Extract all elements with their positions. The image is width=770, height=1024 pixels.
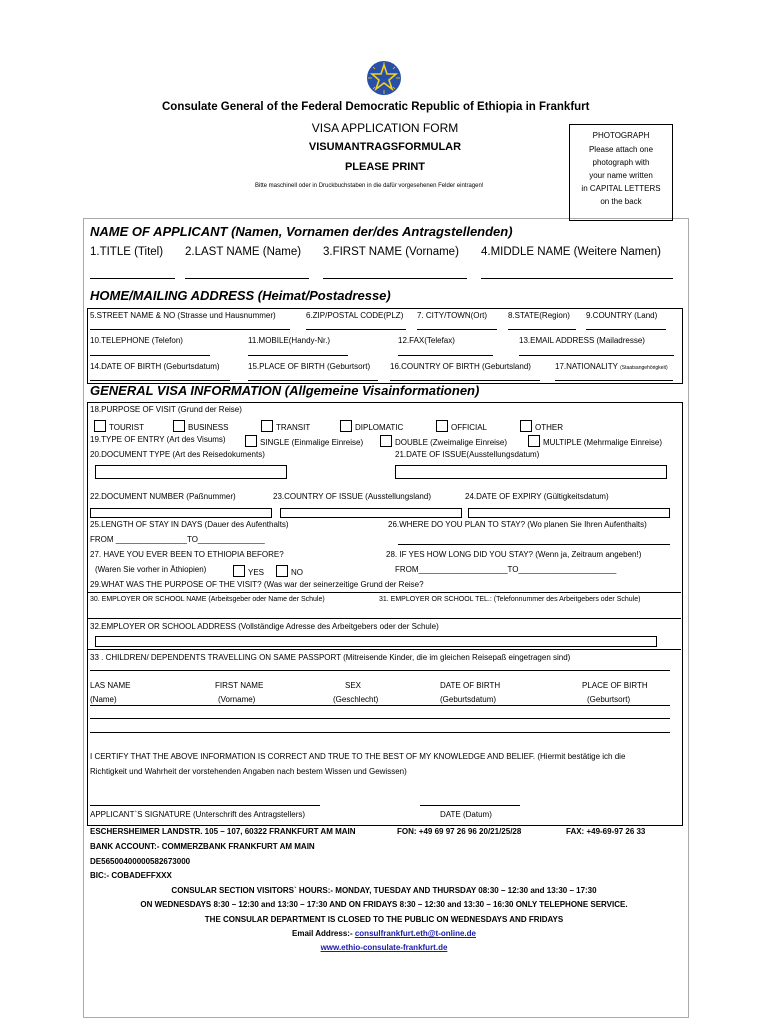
purpose-tourist[interactable] bbox=[94, 420, 144, 432]
child-col-first-name-de: (Vorname) bbox=[218, 695, 256, 704]
nationality-input[interactable] bbox=[555, 380, 673, 381]
stay-from-to[interactable]: FROM ________________TO_______________ bbox=[90, 535, 265, 544]
where-stay-input[interactable] bbox=[398, 544, 670, 545]
child-col-last-name: LAS NAME bbox=[90, 681, 131, 690]
been-before-no[interactable] bbox=[276, 565, 303, 577]
nationality-label bbox=[555, 362, 668, 371]
entry-single[interactable] bbox=[245, 435, 363, 447]
state-label: 8.STATE(Region) bbox=[508, 311, 570, 320]
photo-line3: your name written bbox=[589, 171, 653, 180]
photo-line5: on the back bbox=[600, 197, 642, 206]
purpose-transit[interactable] bbox=[261, 420, 310, 432]
checkbox[interactable] bbox=[520, 420, 532, 432]
how-long-label: 28. IF YES HOW LONG DID YOU STAY? (Wenn ja, Zeitraum angeben!) bbox=[386, 550, 642, 559]
purpose-diplomatic[interactable] bbox=[340, 420, 403, 432]
country-label: 9.COUNTRY (Land) bbox=[586, 311, 658, 320]
been-before-label: 27. HAVE YOU EVER BEEN TO ETHIOPIA BEFORE? bbox=[90, 550, 284, 559]
checkbox[interactable] bbox=[340, 420, 352, 432]
checkbox[interactable] bbox=[276, 565, 288, 577]
nationality-label-de: (Staatsangehörigkeit) bbox=[620, 365, 668, 371]
state-input[interactable] bbox=[508, 329, 576, 330]
purpose-official-label: OFFICIAL bbox=[451, 423, 488, 432]
entry-multiple[interactable] bbox=[528, 435, 662, 447]
signature-line[interactable] bbox=[90, 805, 320, 806]
employer-address-label: 32.EMPLOYER OR SCHOOL ADDRESS (Vollständige Adresse des Arbeitgebers oder der Schule) bbox=[90, 622, 439, 631]
street-label: 5.STREET NAME & NO (Strasse und Hausnummer) bbox=[90, 311, 276, 320]
footer-hours-2: ON WEDNESDAYS 8:30 – 12:30 and 13:30 – 17:30 AND ON FRIDAYS 8:30 – 12:30 and 13:30 – 16:30 ONLY TELEPHONE SERVICE. bbox=[140, 900, 628, 909]
footer-iban: DE56500400000582673000 bbox=[90, 857, 191, 866]
photo-line1: Please attach one bbox=[588, 145, 654, 154]
signature-label: APPLICANT`S SIGNATURE (Unterschrift des Antragstellers) bbox=[90, 810, 306, 819]
title-field-label: 1.TITLE (Titel) bbox=[90, 246, 164, 258]
country-input[interactable] bbox=[586, 329, 666, 330]
zip-label: 6.ZIP/POSTAL CODE(PLZ) bbox=[306, 311, 404, 320]
been-before-yes[interactable] bbox=[233, 565, 264, 577]
document-number-label: 22.DOCUMENT NUMBER (Paßnummer) bbox=[90, 492, 236, 501]
how-long-from-to[interactable]: FROM____________________TO______________________ bbox=[395, 565, 617, 574]
certify-text-2: Richtigkeit und Wahrheit der vorstehenden Angaben nach bestem Wissen und Gewissen) bbox=[90, 767, 407, 776]
date-of-expiry-label: 24.DATE OF EXPIRY (Gültigkeitsdatum) bbox=[465, 492, 609, 501]
child-col-sex-de: (Geschlecht) bbox=[333, 695, 379, 704]
footer-fon: FON: +49 69 97 26 96 20/21/25/28 bbox=[397, 827, 522, 836]
document-number-input[interactable] bbox=[90, 508, 272, 518]
divider bbox=[87, 649, 681, 650]
footer-website-link[interactable]: www.ethio-consulate-frankfurt.de bbox=[320, 943, 448, 952]
children-line[interactable] bbox=[90, 670, 670, 671]
last-name-input[interactable] bbox=[185, 278, 309, 279]
form-title-en: VISA APPLICATION FORM bbox=[311, 121, 459, 135]
city-label: 7. CITY/TOWN(Ort) bbox=[417, 311, 488, 320]
nationality-label-en: 17.NATIONALITY bbox=[555, 362, 618, 371]
date-of-issue-input[interactable] bbox=[395, 465, 667, 479]
consulate-title: Consulate General of the Federal Democratic Republic of Ethiopia in Frankfurt bbox=[162, 101, 590, 113]
instructions: Bitte maschinell oder in Druckbuchstaben in die dafür vorgesehenen Felder eintragen! bbox=[255, 183, 484, 189]
purpose-other[interactable] bbox=[520, 420, 563, 432]
child-col-first-name: FIRST NAME bbox=[215, 681, 264, 690]
footer-bank: BANK ACCOUNT:- COMMERZBANK FRANKFURT AM MAIN bbox=[90, 842, 315, 851]
child-col-pob: PLACE OF BIRTH bbox=[582, 681, 648, 690]
footer-bic: BIC:- COBADEFFXXX bbox=[90, 871, 172, 880]
purpose-business-label: BUSINESS bbox=[188, 423, 229, 432]
child-col-last-name-de: (Name) bbox=[90, 695, 117, 704]
cob-input[interactable] bbox=[390, 380, 540, 381]
checkbox[interactable] bbox=[436, 420, 448, 432]
name-section-heading: NAME OF APPLICANT (Namen, Vornamen der/des Antragstellenden) bbox=[90, 224, 513, 239]
employer-name-label: 30. EMPLOYER OR SCHOOL NAME (Arbeitsgeber oder Name der Schule) bbox=[90, 596, 325, 603]
entry-multiple-label: MULTIPLE (Mehrmalige Einreise) bbox=[543, 438, 662, 447]
fax-input[interactable] bbox=[398, 355, 493, 356]
dob-label: 14.DATE OF BIRTH (Geburtsdatum) bbox=[90, 362, 220, 371]
entry-type-label: 19.TYPE OF ENTRY (Art des Visums) bbox=[90, 435, 226, 444]
footer-fax: FAX: +49-69-97 26 33 bbox=[566, 827, 646, 836]
form-title-de: VISUMANTRAGSFORMULAR bbox=[308, 141, 462, 153]
no-label: NO bbox=[291, 568, 303, 577]
city-input[interactable] bbox=[417, 329, 497, 330]
mobile-input[interactable] bbox=[248, 355, 348, 356]
date-of-expiry-input[interactable] bbox=[468, 508, 670, 518]
please-print: PLEASE PRINT bbox=[344, 161, 426, 173]
employer-address-input[interactable] bbox=[95, 636, 657, 647]
entry-double-label: DOUBLE (Zweimalige Einreise) bbox=[395, 438, 508, 447]
purpose-official[interactable] bbox=[436, 420, 487, 432]
first-name-input[interactable] bbox=[323, 278, 467, 279]
middle-name-label: 4.MIDDLE NAME (Weitere Namen) bbox=[481, 246, 661, 258]
been-before-de: (Waren Sie vorher in Äthiopien) bbox=[95, 565, 207, 574]
checkbox[interactable] bbox=[233, 565, 245, 577]
child-row-2[interactable] bbox=[90, 718, 670, 719]
telephone-label: 10.TELEPHONE (Telefon) bbox=[90, 336, 183, 345]
footer-email-label: Email Address:- bbox=[292, 929, 353, 938]
first-name-label: 3.FIRST NAME (Vorname) bbox=[323, 246, 459, 258]
child-col-dob-de: (Geburtsdatum) bbox=[440, 695, 497, 704]
purpose-diplomatic-label: DIPLOMATIC bbox=[355, 423, 404, 432]
document-type-input[interactable] bbox=[95, 465, 287, 479]
purpose-tourist-label: TOURIST bbox=[109, 423, 144, 432]
footer-address: ESCHERSHEIMER LANDSTR. 105 – 107, 60322 FRANKFURT AM MAIN bbox=[90, 827, 356, 836]
zip-input[interactable] bbox=[306, 329, 406, 330]
child-row-3[interactable] bbox=[90, 732, 670, 733]
child-col-pob-de: (Geburtsort) bbox=[587, 695, 631, 704]
children-label: 33 . CHILDREN/ DEPENDENTS TRAVELLING ON SAME PASSPORT (Mitreisende Kinder, die im gleichen Reisepaß eingetragen sind) bbox=[90, 653, 571, 662]
purpose-label: 18.PURPOSE OF VISIT (Grund der Reise) bbox=[90, 405, 242, 414]
where-stay-label: 26.WHERE DO YOU PLAN TO STAY? (Wo planen Sie Ihren Aufenthalts) bbox=[388, 520, 647, 529]
telephone-input[interactable] bbox=[90, 355, 210, 356]
child-col-dob: DATE OF BIRTH bbox=[440, 681, 501, 690]
last-name-label: 2.LAST NAME (Name) bbox=[185, 246, 302, 258]
footer-email-row bbox=[87, 929, 681, 938]
checkbox[interactable] bbox=[94, 420, 106, 432]
ethiopia-emblem-icon bbox=[366, 60, 402, 96]
address-section-heading: HOME/MAILING ADDRESS (Heimat/Postadresse) bbox=[90, 288, 391, 303]
footer-website-row bbox=[87, 943, 681, 952]
visa-section-heading: GENERAL VISA INFORMATION (Allgemeine Visainformationen) bbox=[90, 383, 480, 398]
cob-label: 16.COUNTRY OF BIRTH (Geburtsland) bbox=[390, 362, 531, 371]
pob-label: 15.PLACE OF BIRTH (Geburtsort) bbox=[248, 362, 371, 371]
dob-input[interactable] bbox=[90, 380, 230, 381]
date-line[interactable] bbox=[420, 805, 520, 806]
checkbox[interactable] bbox=[173, 420, 185, 432]
divider bbox=[87, 592, 681, 593]
footer-closed: THE CONSULAR DEPARTMENT IS CLOSED TO THE PUBLIC ON WEDNESDAYS AND FRIDAYS bbox=[204, 915, 564, 924]
entry-double[interactable] bbox=[380, 435, 507, 447]
previous-purpose-label: 29.WHAT WAS THE PURPOSE OF THE VISIT? (Was war der seinerzeitige Grund der Reise? bbox=[90, 580, 424, 589]
pob-input[interactable] bbox=[248, 380, 378, 381]
date-label: DATE (Datum) bbox=[440, 810, 492, 819]
employer-tel-label: 31. EMPLOYER OR SCHOOL TEL.: (Telefonnummer des Arbeitgebers oder Schule) bbox=[379, 596, 641, 603]
street-input[interactable] bbox=[90, 329, 290, 330]
photo-box[interactable] bbox=[569, 124, 673, 221]
photo-title: PHOTOGRAPH bbox=[592, 131, 650, 140]
certify-text: I CERTIFY THAT THE ABOVE INFORMATION IS CORRECT AND TRUE TO THE BEST OF MY KNOWLEDGE AND BELIEF. (Hiermit bestätige ich die bbox=[90, 752, 626, 761]
country-of-issue-input[interactable] bbox=[280, 508, 462, 518]
checkbox[interactable] bbox=[245, 435, 257, 447]
child-col-sex: SEX bbox=[345, 681, 362, 690]
checkbox[interactable] bbox=[528, 435, 540, 447]
checkbox[interactable] bbox=[380, 435, 392, 447]
purpose-business[interactable] bbox=[173, 420, 228, 432]
divider bbox=[87, 618, 681, 619]
length-of-stay-label: 25.LENGTH OF STAY IN DAYS (Dauer des Aufenthalts) bbox=[90, 520, 289, 529]
mobile-label: 11.MOBILE(Handy-Nr.) bbox=[248, 336, 331, 345]
middle-name-input[interactable] bbox=[481, 278, 673, 279]
footer-hours-1: CONSULAR SECTION VISITORS` HOURS:- MONDAY, TUESDAY AND THURSDAY 08:30 – 12:30 and 13:30 – 17:30 bbox=[171, 886, 597, 895]
email-label: 13.EMAIL ADDRESS (Mailadresse) bbox=[519, 336, 645, 345]
child-row-1[interactable] bbox=[90, 705, 670, 706]
purpose-other-label: OTHER bbox=[535, 423, 563, 432]
photo-line4: in CAPITAL LETTERS bbox=[581, 184, 661, 193]
date-of-issue-label: 21.DATE OF ISSUE(Ausstellungsdatum) bbox=[395, 450, 540, 459]
fax-label: 12.FAX(Telefax) bbox=[398, 336, 455, 345]
document-type-label: 20.DOCUMENT TYPE (Art des Reisedokuments) bbox=[90, 450, 265, 459]
country-of-issue-label: 23.COUNTRY OF ISSUE (Ausstellungsland) bbox=[273, 492, 431, 501]
entry-single-label: SINGLE (Einmalige Einreise) bbox=[260, 438, 364, 447]
yes-label: YES bbox=[248, 568, 265, 577]
email-input[interactable] bbox=[519, 355, 674, 356]
title-input[interactable] bbox=[90, 278, 175, 279]
footer-email-link[interactable]: consulfrankfurt.eth@t-online.de bbox=[354, 929, 476, 938]
photo-line2: photograph with bbox=[592, 158, 650, 167]
purpose-transit-label: TRANSIT bbox=[276, 423, 311, 432]
checkbox[interactable] bbox=[261, 420, 273, 432]
